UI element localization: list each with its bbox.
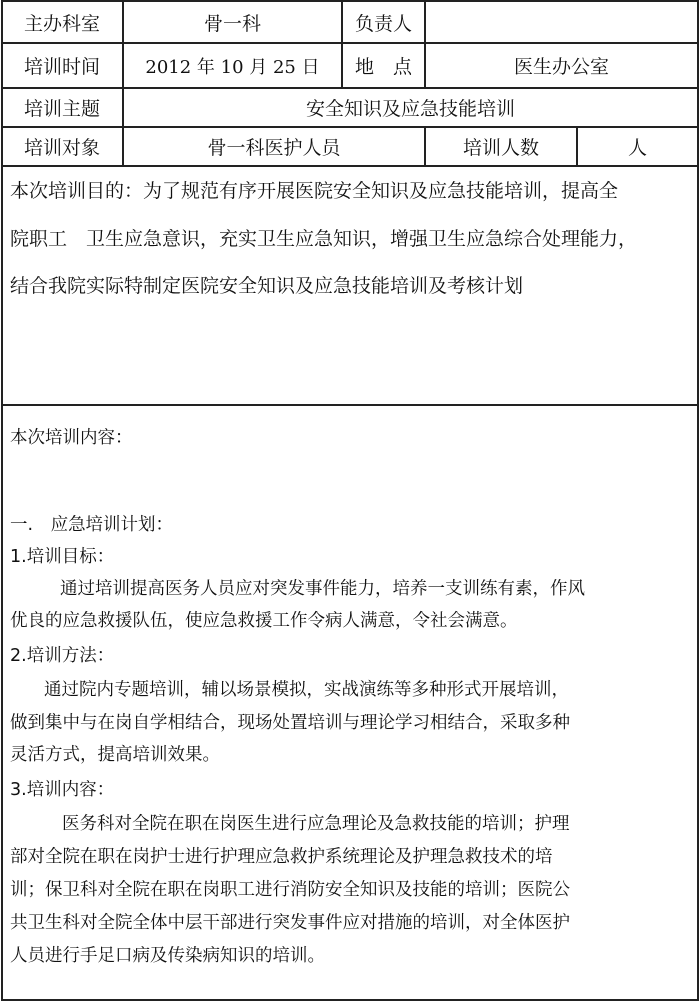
target-label: 培训对象 — [23, 137, 100, 159]
goal-line-1: 通过培训提高医务人员应对突发事件能力，培养一支训练有素，作风 — [60, 579, 585, 599]
method-line-1: 通过院内专题培训，辅以场景模拟，实战演练等多种形式开展培训， — [44, 680, 569, 700]
goal-title: 1.培训目标： — [10, 547, 115, 567]
method-line-3: 灵活方式，提高培训效果。 — [10, 745, 220, 765]
table-border-bottom — [1, 999, 698, 1001]
purpose-line-1: 本次培训目的：为了规范有序开展医院安全知识及应急技能培训，提高全 — [10, 180, 619, 202]
content-title: 3.培训内容： — [10, 780, 115, 800]
place-value: 医生办公室 — [513, 56, 609, 78]
goal-line-2: 优良的应急救援队伍，使应急救援工作令病人满意，令社会满意。 — [10, 611, 518, 631]
topic-value: 安全知识及应急技能培训 — [305, 98, 515, 120]
content-line-4: 共卫生科对全院全体中层干部进行突发事件应对措施的培训，对全体医护 — [10, 913, 570, 933]
purpose-line-3: 结合我院实际特制定医院安全知识及应急技能培训及考核计划 — [10, 275, 524, 297]
table-border-right — [697, 0, 699, 1001]
count-value: 人 — [627, 137, 647, 159]
content-line-5: 人员进行手足口病及传染病知识的培训。 — [10, 946, 325, 966]
content-line-2: 部对全院在职在岗护士进行护理应急救护系统理论及护理急救技术的培 — [10, 847, 553, 867]
dept-value: 骨一科 — [203, 12, 261, 35]
purpose-line-2: 院职工 卫生应急意识，充实卫生应急知识，增强卫生应急综合处理能力， — [10, 228, 638, 250]
count-label: 培训人数 — [462, 137, 539, 159]
method-line-2: 做到集中与在岗自学相结合，现场处置培训与理论学习相结合，采取多种 — [10, 713, 570, 733]
dept-label: 主办科室 — [23, 12, 100, 35]
time-value: 2012 年 10 月 25 日 — [145, 56, 320, 78]
content-line-3: 训；保卫科对全院在职在岗职工进行消防安全知识及技能的培训；医院公 — [10, 880, 570, 900]
place-label: 地 点 — [354, 56, 412, 78]
owner-label: 负责人 — [354, 12, 412, 35]
owner-value — [426, 2, 697, 42]
table-section-divider — [1, 404, 698, 406]
content-line-1: 医务科对全院在职在岗医生进行应急理论及急救技能的培训；护理 — [62, 814, 570, 834]
target-value: 骨一科医护人员 — [207, 137, 341, 159]
content-heading: 本次培训内容： — [10, 428, 133, 448]
method-title: 2.培训方法： — [10, 646, 115, 666]
topic-label: 培训主题 — [23, 98, 100, 120]
time-label: 培训时间 — [23, 56, 100, 78]
section-1-heading: 一. 应急培训计划： — [10, 515, 174, 535]
table-row-divider — [1, 165, 698, 167]
